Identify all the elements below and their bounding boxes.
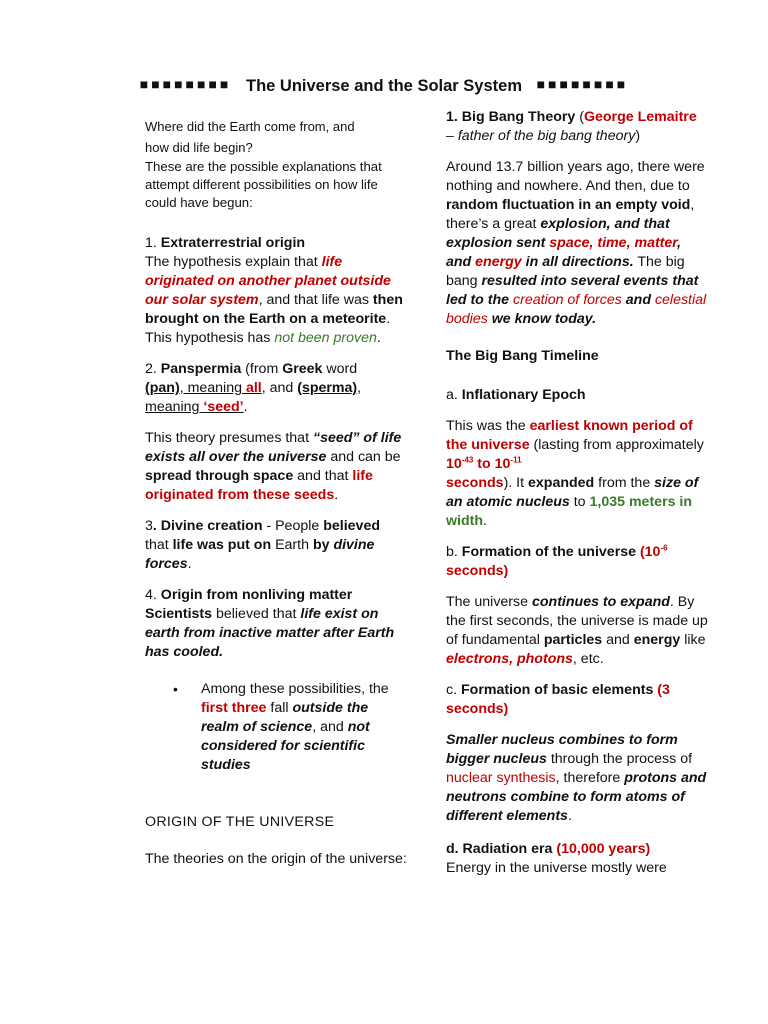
- text-span: fall: [266, 700, 293, 716]
- text-bold-italic: resulted into several events that led to the: [446, 273, 699, 308]
- highlight-red: (10: [639, 544, 661, 560]
- highlight-red: seconds: [446, 475, 504, 491]
- text-span: to: [569, 494, 590, 510]
- intro-question-line2: how did life begin?: [145, 140, 253, 155]
- highlight-red: electrons, photons: [446, 651, 573, 667]
- theory-number: 4.: [145, 587, 161, 603]
- highlight-red: earliest known period of the universe: [446, 418, 693, 453]
- panspermia-description: [145, 429, 407, 505]
- highlight-red: all: [245, 380, 262, 396]
- text-bold: Greek: [282, 361, 323, 377]
- text-span: Earth: [271, 537, 313, 553]
- title-bullets-left: ■■■■■■■■: [139, 76, 232, 92]
- timeline-item-b: [446, 543, 708, 581]
- theory-extraterrestrial: [145, 234, 407, 348]
- text-span: that: [145, 537, 173, 553]
- text-span: .: [483, 513, 487, 529]
- timeline-item-c-text: [446, 731, 708, 826]
- text-span: .: [376, 330, 381, 346]
- title-bullets-right: ■■■■■■■■: [536, 76, 629, 92]
- text-span: , etc.: [572, 651, 604, 667]
- timeline-item-d: [446, 840, 708, 859]
- text-span: . This hypothesis has: [145, 311, 391, 346]
- text-bold-italic: continues to expand: [531, 594, 670, 610]
- text-bold-italic: Smaller nucleus combines to form bigger nucleus: [446, 732, 678, 767]
- timeline-item-d-text: Energy in the universe mostly were: [446, 860, 667, 876]
- section-heading-origin: ORIGIN OF THE UNIVERSE: [145, 814, 335, 830]
- theory-divine-creation: [145, 517, 407, 574]
- text-span: (from: [241, 361, 283, 377]
- origin-text: The theories on the origin of the universe:: [145, 851, 407, 867]
- exponent: -6: [660, 543, 668, 553]
- theory-heading: Origin from nonliving matter: [160, 587, 353, 603]
- text-span: Around 13.7 billion years ago, there were nothing and nowhere. And then, due to: [446, 159, 705, 194]
- text-span: through the process of: [546, 751, 693, 767]
- timeline-heading: The Big Bang Timeline: [446, 348, 599, 364]
- big-bang-description: [446, 158, 708, 329]
- intro-text: These are the possible explanations that attempt different possibilities on how life could have begun:: [145, 159, 382, 210]
- intro-question-line1: Where did the Earth come from, and: [145, 119, 355, 134]
- highlight-red: ‘seed’: [203, 399, 244, 415]
- text-span: like: [680, 632, 706, 648]
- text-bold: random fluctuation in an empty void: [446, 197, 691, 213]
- highlight-green: 1,035 meters in width: [446, 494, 693, 529]
- big-bang-theory-heading: [446, 108, 708, 146]
- text-span: .: [334, 487, 339, 503]
- left-column: [145, 116, 407, 869]
- timeline-heading-text: Formation of basic elements: [460, 682, 658, 698]
- text-bold: spread through space: [145, 468, 294, 484]
- text-bold-italic: protons and neutrons combine to form atoms of different elements: [446, 770, 707, 824]
- text-bold: believed: [323, 518, 380, 534]
- text-bold-italic: in all directions.: [521, 254, 634, 270]
- text-span: .: [243, 399, 248, 415]
- text-span: The hypothesis explain that: [145, 254, 322, 270]
- exponent: -11: [510, 455, 522, 465]
- text-bold: particles: [543, 632, 603, 648]
- title-text: The Universe and the Solar System: [245, 77, 522, 95]
- theory-heading: Panspermia: [160, 361, 242, 377]
- text-bold-italic: not considered for scientific studies: [201, 719, 370, 773]
- theory-number: 3: [145, 518, 153, 534]
- intro-question: [145, 116, 407, 158]
- text-bold: (sperma): [297, 380, 358, 396]
- highlight-green: not been proven: [274, 330, 377, 346]
- text-bold-italic: and: [621, 292, 655, 308]
- text-span: from the: [594, 475, 655, 491]
- highlight-red: space, time, matter: [549, 235, 678, 251]
- text-span: . By the first seconds, the universe is made up of fundamental: [446, 594, 708, 648]
- text-span: .: [567, 808, 572, 824]
- text-span: believed that: [212, 606, 301, 622]
- timeline-item-a-text: [446, 417, 708, 531]
- text-span: , therefore: [555, 770, 625, 786]
- text-bold-italic: divine forces: [145, 537, 375, 572]
- text-span: meaning: [145, 399, 204, 415]
- highlight-red: energy: [475, 254, 522, 270]
- theory-heading: Extraterrestrial origin: [160, 235, 306, 251]
- highlight-red: seconds): [446, 563, 509, 579]
- text-bold: energy: [633, 632, 681, 648]
- theory-heading: . Divine creation: [152, 518, 263, 534]
- text-italic: – father of the big bang theory: [446, 128, 636, 144]
- text-span: The universe: [446, 594, 532, 610]
- text-span: This was the: [446, 418, 530, 434]
- text-span: ,: [357, 380, 362, 396]
- list-item: [145, 680, 407, 775]
- text-span: The big bang: [446, 254, 685, 289]
- text-bold-italic: outside the realm of science: [201, 700, 369, 735]
- timeline-heading-text: . Radiation era: [454, 841, 557, 857]
- text-span: , and: [312, 719, 348, 735]
- text-bold-italic: “seed” of life exists all over the universe: [145, 430, 402, 465]
- text-bold: life was put on: [172, 537, 272, 553]
- timeline-letter: b.: [446, 544, 462, 560]
- text-span: (lasting from approximately: [529, 437, 704, 453]
- text-bold: expanded: [528, 475, 595, 491]
- highlight-red: first three: [201, 700, 267, 716]
- timeline-letter: c.: [446, 682, 461, 698]
- text-bold-italic: , and: [446, 235, 681, 270]
- text-span: ). It: [503, 475, 528, 491]
- timeline-item-b-text: [446, 593, 708, 669]
- text-span: , and that life was: [258, 292, 373, 308]
- text-bold: (pan): [145, 380, 180, 396]
- exponent: -43: [461, 455, 474, 465]
- highlight-red: 10: [446, 456, 462, 472]
- text-span: , there’s a great: [446, 197, 695, 232]
- highlight-red: to 10: [473, 456, 511, 472]
- text-span: and can be: [326, 449, 401, 465]
- text-span: word: [322, 361, 358, 377]
- text-bold-italic: size of an atomic nucleus: [446, 475, 699, 510]
- highlight-red: nuclear synthesis: [446, 770, 556, 786]
- theory-number: 2.: [145, 361, 161, 377]
- highlight-red: life originated on another planet outside our solar system: [145, 254, 391, 308]
- text-bold-italic: we know today.: [487, 311, 597, 327]
- right-column: [446, 108, 708, 878]
- highlight-red: George Lemaitre: [583, 109, 697, 125]
- text-bold-italic: explosion, and that explosion sent: [446, 216, 670, 251]
- text-bold: Scientists: [145, 606, 213, 622]
- text-span: and that: [293, 468, 353, 484]
- text-bold: by: [312, 537, 334, 553]
- text-span: .: [187, 556, 192, 572]
- text-span: and: [602, 632, 634, 648]
- highlight-red: creation of forces: [513, 292, 622, 308]
- timeline-heading-text: Formation of the universe: [461, 544, 640, 560]
- timeline-letter: a.: [446, 387, 462, 403]
- text-span: ): [635, 128, 641, 144]
- text-span: (: [575, 109, 584, 125]
- highlight-red: celestial bodies: [446, 292, 707, 327]
- theory-heading: 1. Big Bang Theory: [446, 109, 576, 125]
- highlight-red: (10,000 years): [556, 841, 651, 857]
- text-span: , meaning: [179, 380, 246, 396]
- theory-nonliving-matter: [145, 586, 407, 662]
- text-span: Among these possibilities, the: [201, 681, 389, 697]
- highlight-red: life originated from these seeds: [145, 468, 373, 503]
- text-span: - People: [262, 518, 324, 534]
- timeline-letter: d: [446, 841, 455, 857]
- bullet-dot: •: [173, 681, 178, 697]
- theory-number: 1.: [145, 235, 161, 251]
- timeline-item-c: [446, 681, 708, 719]
- text-bold-italic: life exist on earth from inactive matter after Earth has cooled.: [145, 606, 395, 660]
- timeline-item-a: [446, 386, 708, 405]
- theory-panspermia: [145, 360, 407, 417]
- timeline-heading-text: Inflationary Epoch: [461, 387, 586, 403]
- text-span: , and: [261, 380, 298, 396]
- highlight-red: (3 seconds): [446, 682, 670, 717]
- text-span: This theory presumes that: [145, 430, 313, 446]
- text-bold: then brought on the Earth on a meteorite: [145, 292, 403, 327]
- document-title: [0, 76, 768, 96]
